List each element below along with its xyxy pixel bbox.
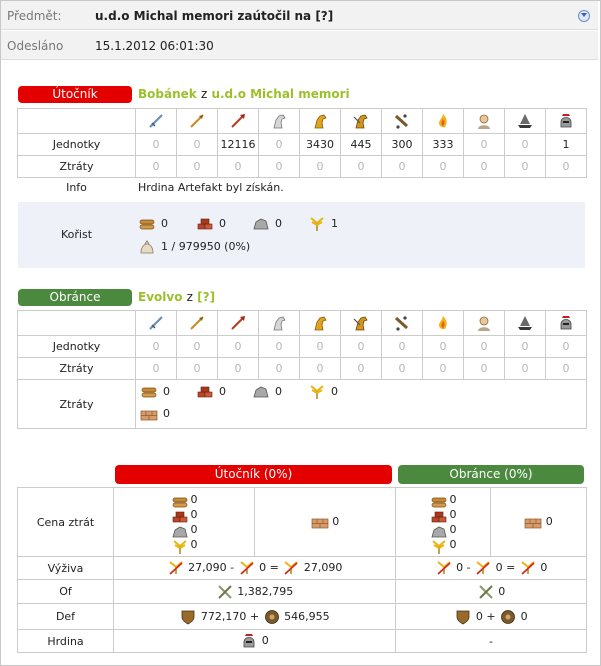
crop-upkeep-icon: [474, 560, 492, 576]
attacker-cost-other: 0: [255, 488, 396, 557]
hero-label: Hrdina: [18, 630, 114, 653]
loss-count: 0: [177, 358, 218, 380]
loss-count: 0: [505, 358, 546, 380]
loot-crop: 1: [308, 216, 338, 232]
round-shield-icon: [263, 609, 281, 625]
unit-axeman-icon: [218, 109, 259, 134]
unit-hero-icon: [546, 311, 587, 336]
crossed-swords-icon: [216, 584, 234, 600]
unit-icons-row: [18, 311, 587, 336]
unit-count: 0: [177, 336, 218, 358]
off-row: [18, 580, 587, 604]
unit-count: 0: [505, 134, 546, 156]
unit-scout-icon: [259, 311, 300, 336]
iron-icon: [430, 524, 446, 537]
shield-icon: [454, 609, 472, 625]
loot-wood: 0: [138, 216, 168, 232]
round-shield-icon: [499, 609, 517, 625]
cost-label: Cena ztrát: [18, 488, 114, 557]
loss-count: 0: [505, 156, 546, 178]
attacker-def: 772,170 + 546,955: [114, 604, 396, 630]
unit-count: 0: [136, 134, 177, 156]
attacker-z-text: z: [200, 87, 208, 101]
loot-clay: 0: [196, 216, 226, 232]
resource-losses-label: Ztráty: [18, 380, 136, 429]
defender-def: 0 + 0: [396, 604, 587, 630]
unit-count: 300: [382, 134, 423, 156]
unit-teutonic-knight-icon: [341, 311, 382, 336]
loss-iron: 0: [252, 384, 282, 400]
iron-icon: [252, 384, 270, 400]
loss-count: 0: [382, 156, 423, 178]
unit-spearman-icon: [177, 109, 218, 134]
unit-paladin-icon: [300, 109, 341, 134]
unit-chief-icon: [464, 109, 505, 134]
units-label: Jednotky: [18, 336, 136, 358]
attacker-off: 1,382,795: [114, 580, 396, 604]
attacker-units-row: [18, 134, 587, 156]
loss-wood: 0: [140, 384, 170, 400]
off-label: Of: [18, 580, 114, 604]
unit-count: 0: [218, 336, 259, 358]
defender-hero: -: [396, 630, 587, 653]
clay-icon: [171, 509, 187, 522]
units-label: Jednotky: [18, 134, 136, 156]
wood-icon: [138, 216, 156, 232]
defender-off: 0: [396, 580, 587, 604]
attacker-losses-row: [18, 156, 587, 178]
hero-row: [18, 630, 587, 653]
crop-upkeep-icon: [519, 560, 537, 576]
unit-scout-icon: [259, 109, 300, 134]
loss-count: 0: [259, 156, 300, 178]
loss-count: 0: [136, 358, 177, 380]
sent-row: [1, 31, 598, 60]
unit-ram-icon: [382, 311, 423, 336]
upkeep-label: Výživa: [18, 557, 114, 580]
clay-icon: [196, 384, 214, 400]
unit-ram-icon: [382, 109, 423, 134]
crop-upkeep-icon: [435, 560, 453, 576]
unit-count: 0: [546, 336, 587, 358]
attacker-player-link[interactable]: Bobánek: [138, 87, 197, 101]
attacker-role-badge: Útočník: [18, 86, 132, 103]
attacker-alliance-link[interactable]: u.d.o Michal memori: [211, 87, 350, 101]
defender-z-text: z: [186, 290, 193, 304]
defender-cost-other: 0: [491, 488, 587, 557]
defender-units-row: [18, 336, 587, 358]
defender-player-line: [138, 290, 215, 304]
unit-count: 3430: [300, 134, 341, 156]
loss-count: 0: [546, 358, 587, 380]
report-subject: u.d.o Michal memori zaútočil na [?]: [95, 9, 334, 23]
attacker-player-line: [138, 87, 350, 101]
cost-row: [18, 488, 587, 557]
unit-catapult-icon: [423, 109, 464, 134]
attacker-units-table: [17, 108, 587, 178]
loss-count: 0: [177, 156, 218, 178]
unit-count: 0: [300, 336, 341, 358]
crossed-swords-icon: [477, 584, 495, 600]
clay-icon: [196, 216, 214, 232]
hero-icon: [240, 633, 258, 649]
loss-count: 0: [423, 358, 464, 380]
subject-row: [1, 1, 598, 30]
info-row: [18, 177, 585, 199]
loss-count: 0: [382, 358, 423, 380]
unit-settler-icon: [505, 311, 546, 336]
defender-upkeep: 0 - 0 = 0: [396, 557, 587, 580]
loss-clay: 0: [196, 384, 226, 400]
unit-count: 0: [259, 336, 300, 358]
unit-catapult-icon: [423, 311, 464, 336]
unit-clubswinger-icon: [136, 109, 177, 134]
unit-count: 12116: [218, 134, 259, 156]
wood-icon: [430, 494, 446, 507]
unit-count: 0: [505, 336, 546, 358]
iron-icon: [171, 524, 187, 537]
subject-label: Předmět:: [7, 9, 62, 23]
summary-defender-header: Obránce (0%): [398, 465, 584, 484]
info-text: Hrdina Artefakt byl získán.: [138, 181, 284, 194]
crop-icon: [308, 384, 326, 400]
bricks-icon: [140, 406, 158, 422]
wood-icon: [171, 494, 187, 507]
sent-label: Odesláno: [7, 39, 64, 53]
info-label: Info: [66, 181, 87, 194]
loss-crop: 0: [308, 384, 338, 400]
loss-other: 0: [140, 406, 170, 422]
crop-upkeep-icon: [238, 560, 256, 576]
unit-count: 0: [177, 134, 218, 156]
shield-icon: [179, 609, 197, 625]
crop-icon: [171, 539, 187, 552]
crop-upkeep-icon: [282, 560, 300, 576]
collapse-icon[interactable]: [578, 10, 590, 22]
unit-spearman-icon: [177, 311, 218, 336]
losses-label: Ztráty: [18, 156, 136, 178]
unit-count: 445: [341, 134, 382, 156]
carry-icon: [138, 239, 156, 255]
bricks-icon: [524, 514, 542, 530]
loss-count: 0: [300, 358, 341, 380]
attacker-upkeep: 27,090 - 0 = 27,090: [114, 557, 396, 580]
defender-role-badge: Obránce: [18, 289, 132, 306]
loss-count: 0: [341, 156, 382, 178]
unit-hero-icon: [546, 109, 587, 134]
unit-count: 0: [464, 134, 505, 156]
def-label: Def: [18, 604, 114, 630]
wood-icon: [140, 384, 158, 400]
unit-count: 0: [259, 134, 300, 156]
loot-iron: 0: [252, 216, 282, 232]
unit-paladin-icon: [300, 311, 341, 336]
attacker-cost-stack: 0 0 0 0: [171, 492, 198, 552]
iron-icon: [252, 216, 270, 232]
upkeep-row: [18, 557, 587, 580]
loss-count: 0: [546, 156, 587, 178]
crop-icon: [308, 216, 326, 232]
loss-count: 0: [300, 156, 341, 178]
unit-count: 0: [464, 336, 505, 358]
loss-count: 0: [218, 156, 259, 178]
unit-chief-icon: [464, 311, 505, 336]
unit-count: 1: [546, 134, 587, 156]
losses-label: Ztráty: [18, 358, 136, 380]
defender-resource-losses-row: [18, 380, 587, 429]
loss-count: 0: [464, 358, 505, 380]
loss-count: 0: [464, 156, 505, 178]
clay-icon: [430, 509, 446, 522]
unit-count: 0: [382, 336, 423, 358]
carry-capacity: 1 / 979950 (0%): [138, 239, 250, 255]
def-row: [18, 604, 587, 630]
unit-clubswinger-icon: [136, 311, 177, 336]
unit-axeman-icon: [218, 311, 259, 336]
unit-count: 333: [423, 134, 464, 156]
loss-count: 0: [136, 156, 177, 178]
defender-player-link[interactable]: Evolvo: [138, 290, 183, 304]
defender-alliance-link[interactable]: [?]: [197, 290, 216, 304]
crop-upkeep-icon: [167, 560, 185, 576]
attacker-hero: 0: [114, 630, 396, 653]
sent-time: 15.1.2012 06:01:30: [95, 39, 214, 53]
unit-count: 0: [136, 336, 177, 358]
summary-table: [17, 487, 587, 653]
defender-losses-row: [18, 358, 587, 380]
loss-count: 0: [218, 358, 259, 380]
defender-units-table: [17, 310, 587, 429]
unit-teutonic-knight-icon: [341, 109, 382, 134]
unit-icons-row: [18, 109, 587, 134]
loot-label: Kořist: [60, 228, 93, 241]
loss-count: 0: [341, 358, 382, 380]
defender-cost-stack: 0 0 0 0: [430, 492, 457, 552]
loot-row: [18, 202, 585, 268]
summary-attacker-header: Útočník (0%): [115, 465, 392, 484]
unit-count: 0: [341, 336, 382, 358]
crop-icon: [430, 539, 446, 552]
loss-count: 0: [259, 358, 300, 380]
loss-count: 0: [423, 156, 464, 178]
unit-count: 0: [423, 336, 464, 358]
unit-settler-icon: [505, 109, 546, 134]
bricks-icon: [311, 514, 329, 530]
